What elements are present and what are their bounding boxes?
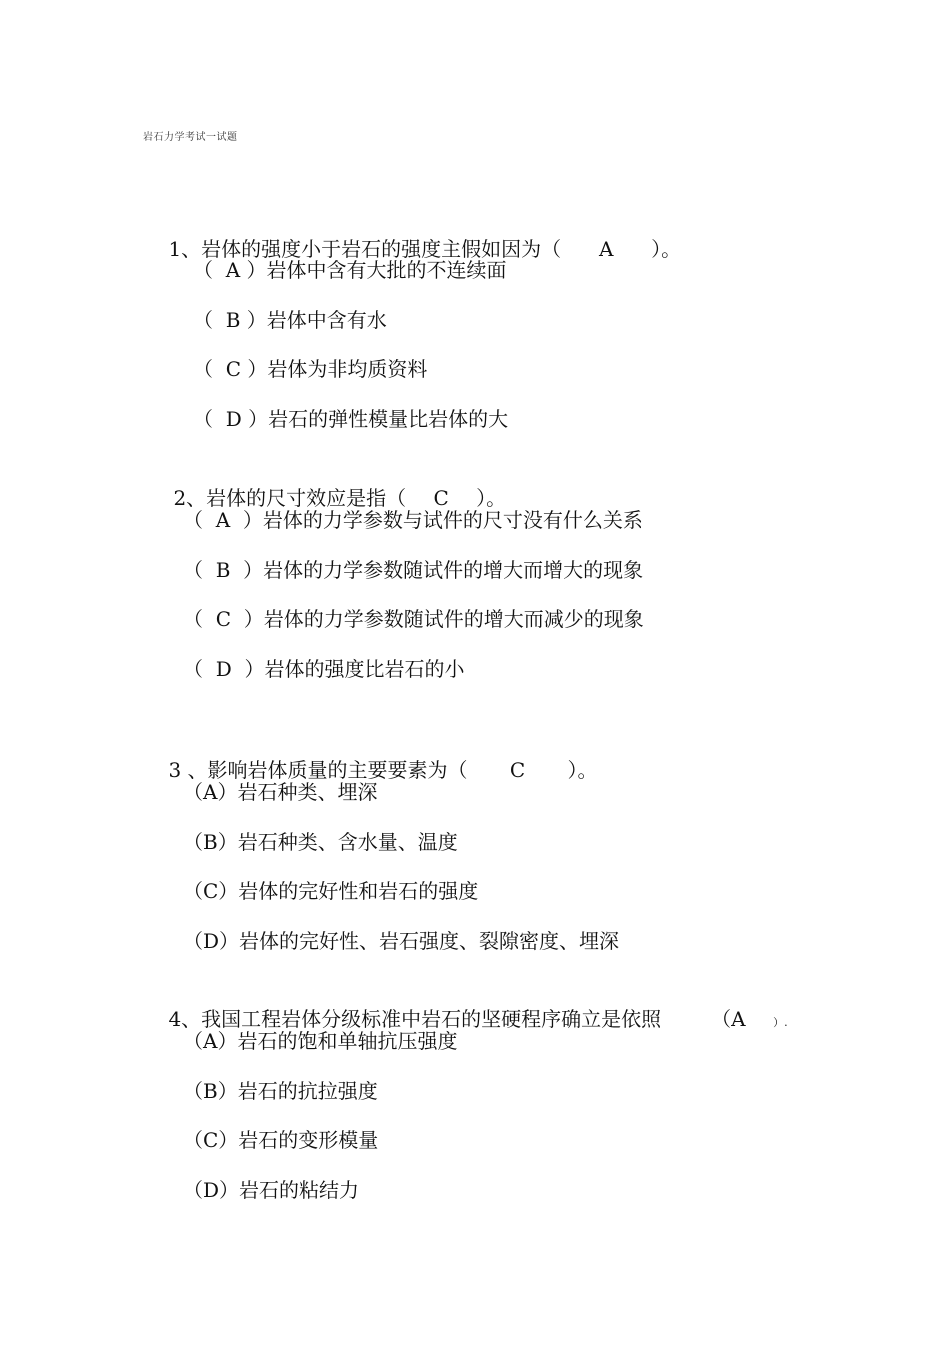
- question-4-option-a: （A）岩石的饱和单轴抗压强度: [183, 1029, 458, 1053]
- question-2-option-c: （ C ）岩体的力学参数随试件的增大而减少的现象: [183, 607, 644, 631]
- question-1-text: 1、岩体的强度小于岩石的强度主假如因为（: [168, 237, 562, 261]
- question-3-close: ）。: [567, 758, 598, 782]
- question-4-answer: （A: [711, 1007, 746, 1031]
- question-2-answer: C: [433, 486, 449, 510]
- question-3-option-c: （C）岩体的完好性和岩石的强度: [183, 879, 479, 903]
- question-4-option-b: （B）岩石的抗拉强度: [183, 1079, 378, 1103]
- question-1-answer: A: [598, 237, 614, 261]
- question-3-option-d: （D）岩体的完好性、岩石强度、裂隙密度、埋深: [183, 929, 620, 953]
- question-1-option-a: （ A ）岩体中含有大批的不连续面: [193, 258, 507, 282]
- question-3-answer: C: [509, 758, 526, 782]
- question-2-option-b: （ B ）岩体的力学参数随试件的增大而增大的现象: [183, 558, 644, 582]
- question-2-close: ）。: [476, 486, 507, 510]
- question-2-option-a: （ A ）岩体的力学参数与试件的尺寸没有什么关系: [183, 508, 643, 532]
- question-4-option-d: （D）岩石的粘结力: [183, 1178, 360, 1202]
- question-4-option-c: （C）岩石的变形模量: [183, 1128, 379, 1152]
- question-4-close: ）.: [773, 1016, 788, 1029]
- question-3-option-a: （A）岩石种类、埋深: [183, 780, 378, 804]
- question-3-text: 3 、影响岩体质量的主要要素为（: [168, 758, 468, 782]
- question-2-option-d: （ D ）岩体的强度比岩石的小: [183, 657, 465, 681]
- question-1-option-b: （ B ）岩体中含有水: [193, 308, 387, 332]
- question-1-option-c: （ C ）岩体为非均质资料: [193, 357, 428, 381]
- page-header: 岩石力学考试一试题: [143, 132, 238, 143]
- question-1-option-d: （ D ）岩石的弹性模量比岩体的大: [193, 407, 509, 431]
- question-2-text: 2、岩体的尺寸效应是指（: [173, 486, 407, 510]
- question-1-close: ）。: [651, 237, 682, 261]
- question-4-text: 4、我国工程岩体分级标准中岩石的坚硬程序确立是依照: [168, 1007, 662, 1031]
- question-3-option-b: （B）岩石种类、含水量、温度: [183, 830, 458, 854]
